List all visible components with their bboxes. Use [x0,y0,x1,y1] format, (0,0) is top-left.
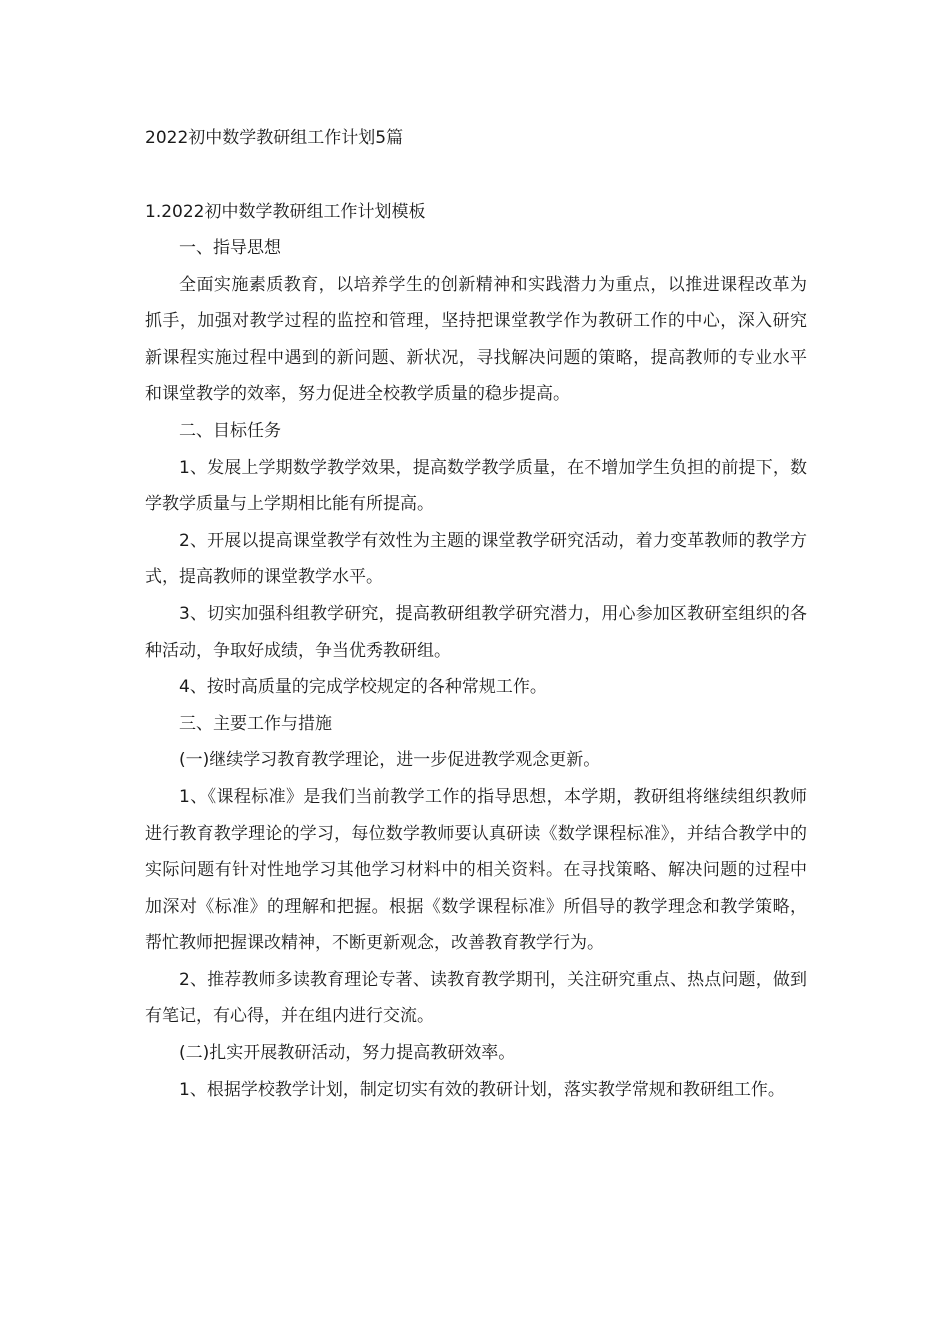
paragraph-guiding-thought: 全面实施素质教育，以培养学生的创新精神和实践潜力为重点，以推进课程改革为抓手，加强对教学过程的监控和管理，坚持把课堂教学作为教研工作的中心，深入研究新课程实施过程中遇到的新问题、新状况，寻找解决问题的策略，提高教师的专业水平和课堂教学的效率，努力促进全校教学质量的稳步提高。 [145,274,807,405]
heading-guiding-thought: 一、指导思想 [179,238,281,258]
paragraph-goal-2: 2、开展以提高课堂教学有效性为主题的课堂教学研究活动，着力变革教师的教学方式，提高教师的课堂教学水平。 [145,530,807,588]
paragraph-goal-3: 3、切实加强科组教学研究，提高教研组教学研究潜力，用心参加区教研室组织的各种活动，争取好成绩，争当优秀教研组。 [145,603,807,661]
subheading-research-activities: (二)扎实开展教研活动，努力提高教研效率。 [179,1043,516,1064]
heading-main-work: 三、主要工作与措施 [179,713,332,734]
paragraph-goal-1: 1、发展上学期数学教学效果，提高数学教学质量，在不增加学生负担的前提下，数学教学质量与上学期相比能有所提高。 [145,457,807,515]
paragraph-theory-2: 2、推荐教师多读教育理论专著、读教育教学期刊，关注研究重点、热点问题，做到有笔记，有心得，并在组内进行交流。 [145,969,807,1027]
paragraph-research-1: 1、根据学校教学计划，制定切实有效的教研计划，落实教学常规和教研组工作。 [179,1079,785,1100]
paragraph-goal-4: 4、按时高质量的完成学校规定的各种常规工作。 [179,677,547,698]
document-title: 2022初中数学教研组工作计划5篇 [145,128,404,148]
section-title: 1.2022初中数学教研组工作计划模板 [145,202,426,222]
paragraph-theory-1: 1、《课程标准》是我们当前教学工作的指导思想，本学期，教研组将继续组织教师进行教育教学理论的学习，每位数学教师要认真研读《数学课程标准》，并结合教学中的实际问题有针对性地学习其他学习材料中的相关资料。在寻找策略、解决问题的过程中加深对《标准》的理解和把握。根据《数学课程标准》所倡导的教学理念和教学策略，帮忙教师把握课改精神，不断更新观念，改善教育教学行为。 [145,786,807,954]
heading-goals: 二、目标任务 [179,420,281,441]
document-body [145,230,807,1108]
subheading-theory-study: (一)继续学习教育教学理论，进一步促进教学观念更新。 [179,750,601,771]
